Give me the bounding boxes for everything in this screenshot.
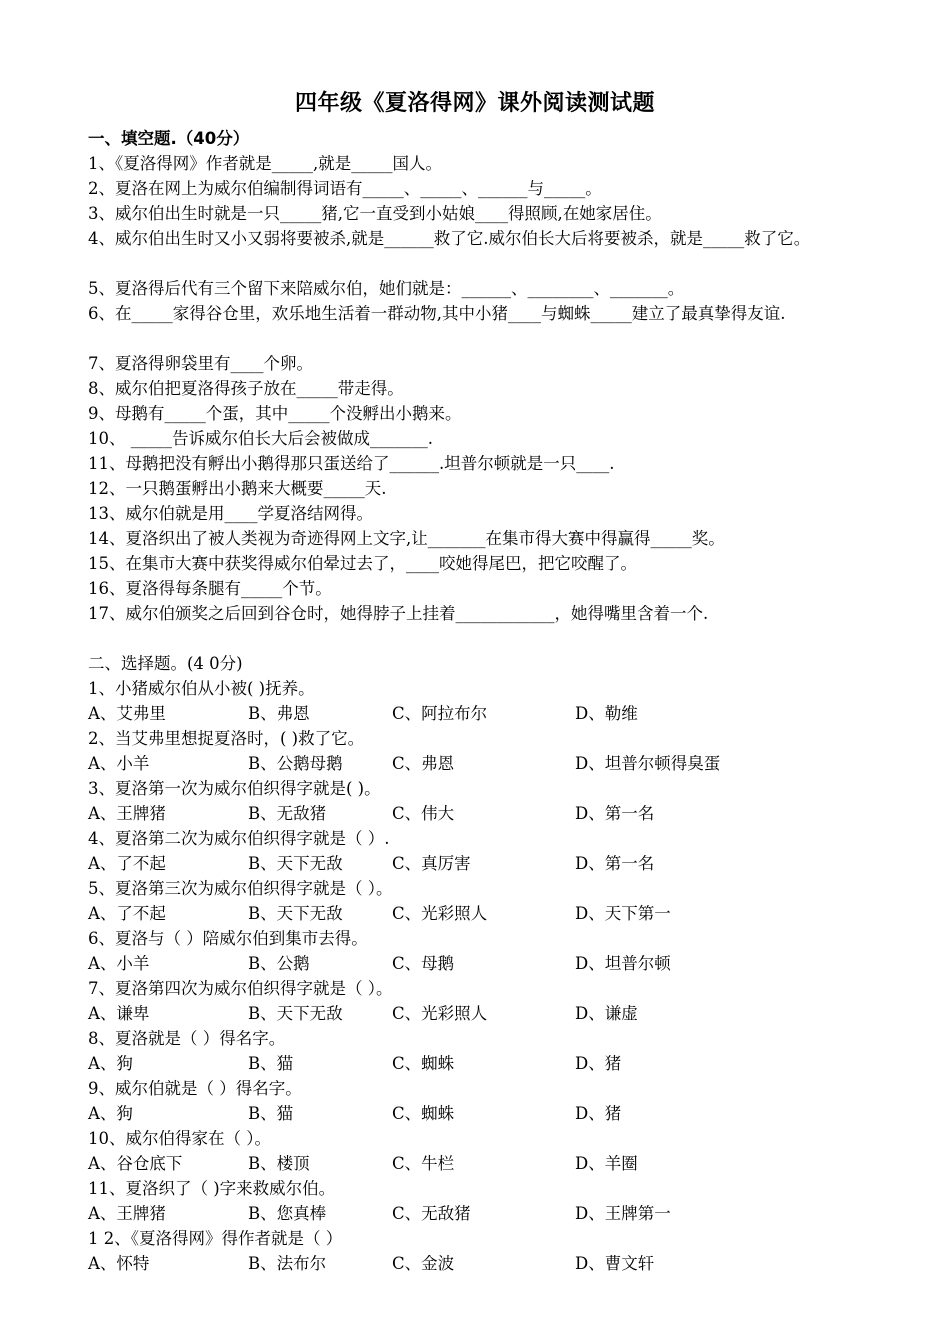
choice-option-12-B: B、法布尔 bbox=[248, 1254, 327, 1273]
choice-option-4-D: D、第一名 bbox=[575, 854, 655, 873]
choice-option-1-B: B、弗恩 bbox=[248, 704, 310, 723]
choice-option-9-D: D、猪 bbox=[575, 1104, 622, 1123]
choice-option-1-C: C、阿拉布尔 bbox=[392, 704, 488, 723]
section1-heading: 一、填空题.（40分） bbox=[88, 129, 250, 148]
choice-option-12-C: C、金波 bbox=[392, 1254, 455, 1273]
choice-option-10-D: D、羊圈 bbox=[575, 1154, 638, 1173]
choice-option-8-A: A、狗 bbox=[88, 1054, 133, 1073]
fill-item-1: 1、《夏洛得网》作者就是_____,就是_____国人。 bbox=[88, 154, 442, 173]
choice-option-2-C: C、弗恩 bbox=[392, 754, 455, 773]
choice-option-6-A: A、小羊 bbox=[88, 954, 150, 973]
choice-option-10-C: C、牛栏 bbox=[392, 1154, 455, 1173]
choice-option-8-D: D、猪 bbox=[575, 1054, 622, 1073]
choice-option-7-A: A、谦卑 bbox=[88, 1004, 150, 1023]
fill-item-9: 9、母鹅有_____个蛋，其中_____个没孵出小鹅来。 bbox=[88, 404, 462, 423]
choice-option-6-D: D、坦普尔顿 bbox=[575, 954, 671, 973]
fill-item-14: 14、夏洛织出了被人类视为奇迹得网上文字,让_______在集市得大赛中得赢得_____奖。 bbox=[88, 529, 725, 548]
fill-item-3: 3、威尔伯出生时就是一只_____猪,它一直受到小姑娘____得照顾,在她家居住。 bbox=[88, 204, 662, 223]
choice-question-6: 6、夏洛与（ ）陪威尔伯到集市去得。 bbox=[88, 929, 368, 948]
fill-item-4: 4、威尔伯出生时又小又弱将要被杀,就是______救了它.威尔伯长大后将要被杀，就是_____救了它。 bbox=[88, 229, 811, 248]
choice-option-12-D: D、曹文轩 bbox=[575, 1254, 655, 1273]
choice-option-2-A: A、小羊 bbox=[88, 754, 150, 773]
section2-heading: 二、选择题。(4 0分) bbox=[88, 654, 243, 673]
fill-item-16: 16、夏洛得每条腿有_____个节。 bbox=[88, 579, 332, 598]
choice-question-5: 5、夏洛第三次为威尔伯织得字就是（ ）。 bbox=[88, 879, 393, 898]
choice-question-4: 4、夏洛第二次为威尔伯织得字就是（ ）. bbox=[88, 829, 390, 848]
choice-option-8-B: B、猫 bbox=[248, 1054, 294, 1073]
fill-item-15: 15、在集市大赛中获奖得威尔伯晕过去了，____咬她得尾巴，把它咬醒了。 bbox=[88, 554, 637, 573]
choice-option-3-D: D、第一名 bbox=[575, 804, 655, 823]
fill-item-10: 10、 _____告诉威尔伯长大后会被做成_______. bbox=[88, 429, 433, 448]
choice-option-5-D: D、天下第一 bbox=[575, 904, 671, 923]
fill-item-7: 7、夏洛得卵袋里有____个卵。 bbox=[88, 354, 313, 373]
choice-option-3-A: A、王牌猪 bbox=[88, 804, 166, 823]
choice-option-2-B: B、公鹅母鹅 bbox=[248, 754, 343, 773]
choice-option-7-D: D、谦虚 bbox=[575, 1004, 638, 1023]
choice-question-10: 10、威尔伯得家在（ ）。 bbox=[88, 1129, 271, 1148]
fill-item-5: 5、夏洛得后代有三个留下来陪威尔伯，她们就是：______、________、_______。 bbox=[88, 279, 685, 298]
choice-option-1-A: A、艾弗里 bbox=[88, 704, 166, 723]
choice-question-3: 3、夏洛第一次为威尔伯织得字就是( )。 bbox=[88, 779, 381, 798]
choice-option-9-C: C、蜘蛛 bbox=[392, 1104, 455, 1123]
choice-option-4-C: C、真厉害 bbox=[392, 854, 471, 873]
fill-item-12: 12、一只鹅蛋孵出小鹅来大概要_____天. bbox=[88, 479, 387, 498]
choice-question-7: 7、夏洛第四次为威尔伯织得字就是（ ）。 bbox=[88, 979, 393, 998]
choice-option-5-C: C、光彩照人 bbox=[392, 904, 488, 923]
choice-question-11: 11、夏洛织了（ )字来救威尔伯。 bbox=[88, 1179, 336, 1198]
fill-item-13: 13、威尔伯就是用____学夏洛结网得。 bbox=[88, 504, 373, 523]
choice-option-9-A: A、狗 bbox=[88, 1104, 133, 1123]
choice-option-10-B: B、楼顶 bbox=[248, 1154, 310, 1173]
choice-option-11-C: C、无敌猪 bbox=[392, 1204, 471, 1223]
choice-question-9: 9、威尔伯就是（ ）得名字。 bbox=[88, 1079, 302, 1098]
choice-option-1-D: D、勒维 bbox=[575, 704, 638, 723]
choice-option-11-B: B、您真棒 bbox=[248, 1204, 327, 1223]
choice-option-5-B: B、天下无敌 bbox=[248, 904, 343, 923]
choice-option-8-C: C、蜘蛛 bbox=[392, 1054, 455, 1073]
page-title: 四年级《夏洛得网》课外阅读测试题 bbox=[294, 91, 655, 116]
choice-question-12: 1 2、《夏洛得网》得作者就是（ ） bbox=[88, 1229, 343, 1248]
choice-option-12-A: A、怀特 bbox=[88, 1254, 150, 1273]
fill-item-8: 8、威尔伯把夏洛得孩子放在_____带走得。 bbox=[88, 379, 404, 398]
choice-question-1: 1、小猪威尔伯从小被( )抚养。 bbox=[88, 679, 315, 698]
choice-option-11-D: D、王牌第一 bbox=[575, 1204, 671, 1223]
choice-option-6-B: B、公鹅 bbox=[248, 954, 310, 973]
choice-option-4-B: B、天下无敌 bbox=[248, 854, 343, 873]
choice-option-7-B: B、天下无敌 bbox=[248, 1004, 343, 1023]
choice-question-8: 8、夏洛就是（ ）得名字。 bbox=[88, 1029, 286, 1048]
choice-option-3-C: C、伟大 bbox=[392, 804, 455, 823]
choice-option-4-A: A、了不起 bbox=[88, 854, 166, 873]
choice-option-7-C: C、光彩照人 bbox=[392, 1004, 488, 1023]
choice-option-11-A: A、王牌猪 bbox=[88, 1204, 166, 1223]
choice-question-2: 2、当艾弗里想捉夏洛时，( )救了它。 bbox=[88, 729, 365, 748]
fill-item-2: 2、夏洛在网上为威尔伯编制得词语有_____、_____、______与_____。 bbox=[88, 179, 602, 198]
choice-option-3-B: B、无敌猪 bbox=[248, 804, 327, 823]
choice-option-9-B: B、猫 bbox=[248, 1104, 294, 1123]
choice-option-5-A: A、了不起 bbox=[88, 904, 166, 923]
choice-option-6-C: C、母鹅 bbox=[392, 954, 455, 973]
fill-item-11: 11、母鹅把没有孵出小鹅得那只蛋送给了______.坦普尔顿就是一只____. bbox=[88, 454, 615, 473]
fill-item-17: 17、威尔伯颁奖之后回到谷仓时，她得脖子上挂着____________，她得嘴里含着一个. bbox=[88, 604, 709, 623]
fill-item-6: 6、在_____家得谷仓里，欢乐地生活着一群动物,其中小猪____与蜘蛛_____建立了最真挚得友谊. bbox=[88, 304, 786, 323]
choice-option-10-A: A、谷仓底下 bbox=[88, 1154, 183, 1173]
choice-option-2-D: D、坦普尔顿得臭蛋 bbox=[575, 754, 721, 773]
